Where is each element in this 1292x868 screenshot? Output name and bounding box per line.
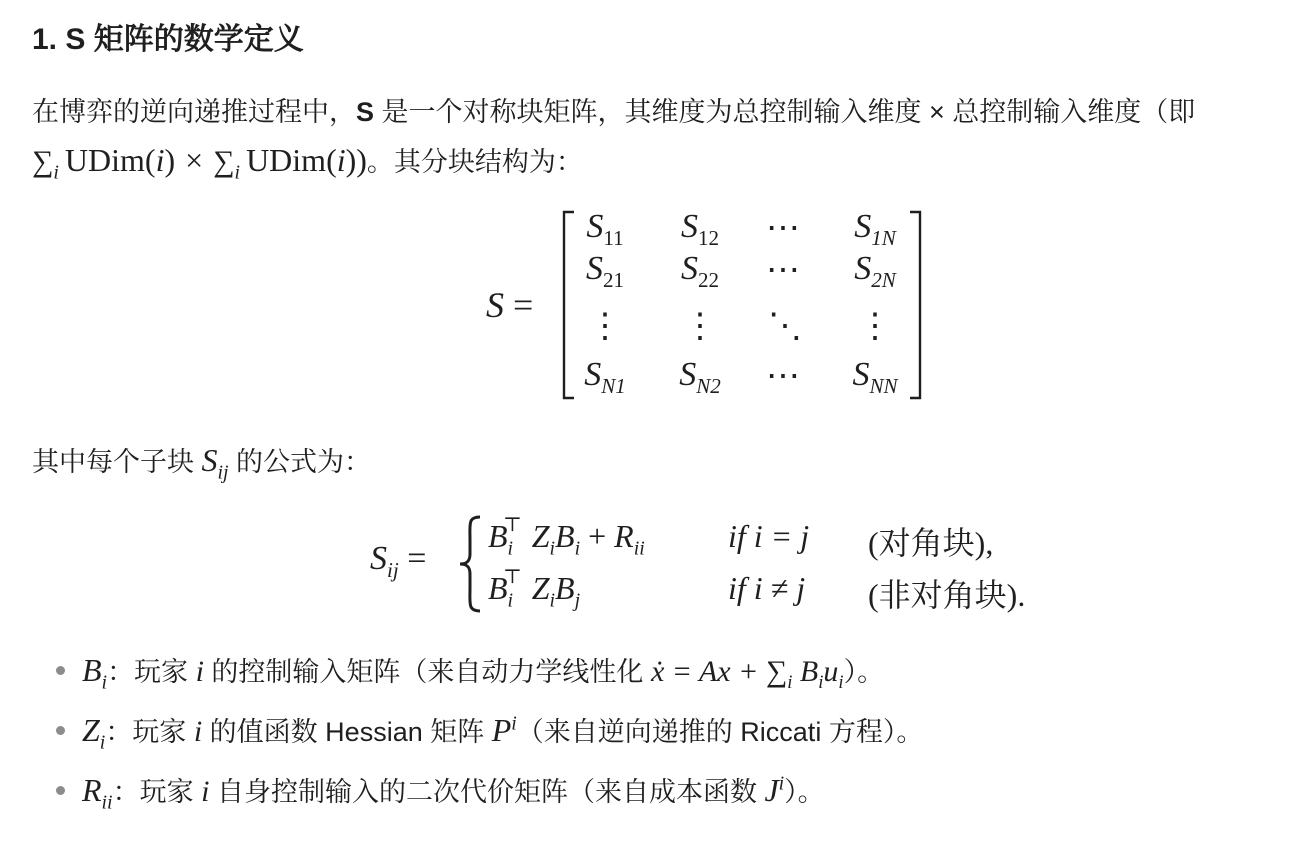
piecewise-lhs: $S_{ij}$ = [370,540,427,582]
matrix-cell-s11: $S_{11}$ [586,208,624,250]
case-2-condition: if i ≠ j [728,570,806,606]
case-1-condition: if i = j [728,518,810,554]
intro-line-2-tail: 。其分块结构为： [366,147,583,177]
matrix-cell-snn: $S_{NN}$ [852,356,898,398]
intro-line-2 [32,140,583,184]
bullet-dot [56,666,65,675]
intro-text-before: 在博弈的逆向递推过程中， [32,97,356,127]
intro-line-1 [32,90,1195,129]
matrix-cell-sn1: $S_{N1}$ [584,356,626,398]
matrix-cell-s1n: $S_{1N}$ [854,208,896,250]
case-2-note: (非对角块). [868,577,1026,613]
intro-s-bold: S [356,97,375,127]
intro-text-after: 是一个对称块矩阵，其维度为总控制输入维度 × 总控制输入维度（即 [374,97,1196,127]
bullet-dot [56,786,65,795]
list-item-bi: $B_i$：玩家 i 的控制输入矩阵（来自动力学线性化 ẋ = $Ax + \sum_i$ $B_iu_i$）。 [82,652,885,694]
matrix-cell-s22: $S_{22}$ [680,250,720,292]
matrix-cell-vdots: ⋮ [588,308,622,345]
matrix-cell-s2n: $S_{2N}$ [854,250,896,292]
bullet-dot [56,726,65,735]
subblock-line: 其中每个子块 $S_{ij}$ 的公式为： [32,442,372,484]
intro-dimension-formula: $\sum_i$ UDim(i) × $\sum_i$ UDim(i)) [32,142,367,184]
list-item-rii: $R_{ii}$：玩家 i 自身控制输入的二次代价矩阵（来自成本函数 $J^i$）。 [82,772,825,814]
piecewise-brace [456,514,486,614]
case-1-expression: $B_i^⊤$ $Z_iB_i + R_{ii}$ [488,514,645,560]
list-item-zi: $Z_i$：玩家 i 的值函数 Hessian 矩阵 $P^i$（来自逆向递推的 Riccati 方程）。 [82,712,924,754]
matrix-lhs: S = [486,285,534,325]
matrix-cell-sn2: $S_{N2}$ [679,356,721,398]
case-2-expression: $B_i^⊤$ $Z_iB_j$ [488,566,581,612]
matrix-cell-hdots: ⋯ [766,210,804,247]
matrix-cell-hdots: ⋯ [766,252,804,289]
matrix-cell-ddots: ⋱ [768,308,802,345]
matrix-cell-s21: $S_{21}$ [585,250,625,292]
case-1-note: (对角块), [868,525,994,561]
section-heading: 1. S 矩阵的数学定义 [32,23,304,56]
subblock-symbol: $S_{ij}$ [201,442,229,484]
matrix-cell-vdots: ⋮ [683,308,717,345]
matrix-cell-s12: $S_{12}$ [680,208,720,250]
matrix-cell-hdots: ⋯ [766,358,804,395]
matrix-cell-vdots: ⋮ [858,308,892,345]
